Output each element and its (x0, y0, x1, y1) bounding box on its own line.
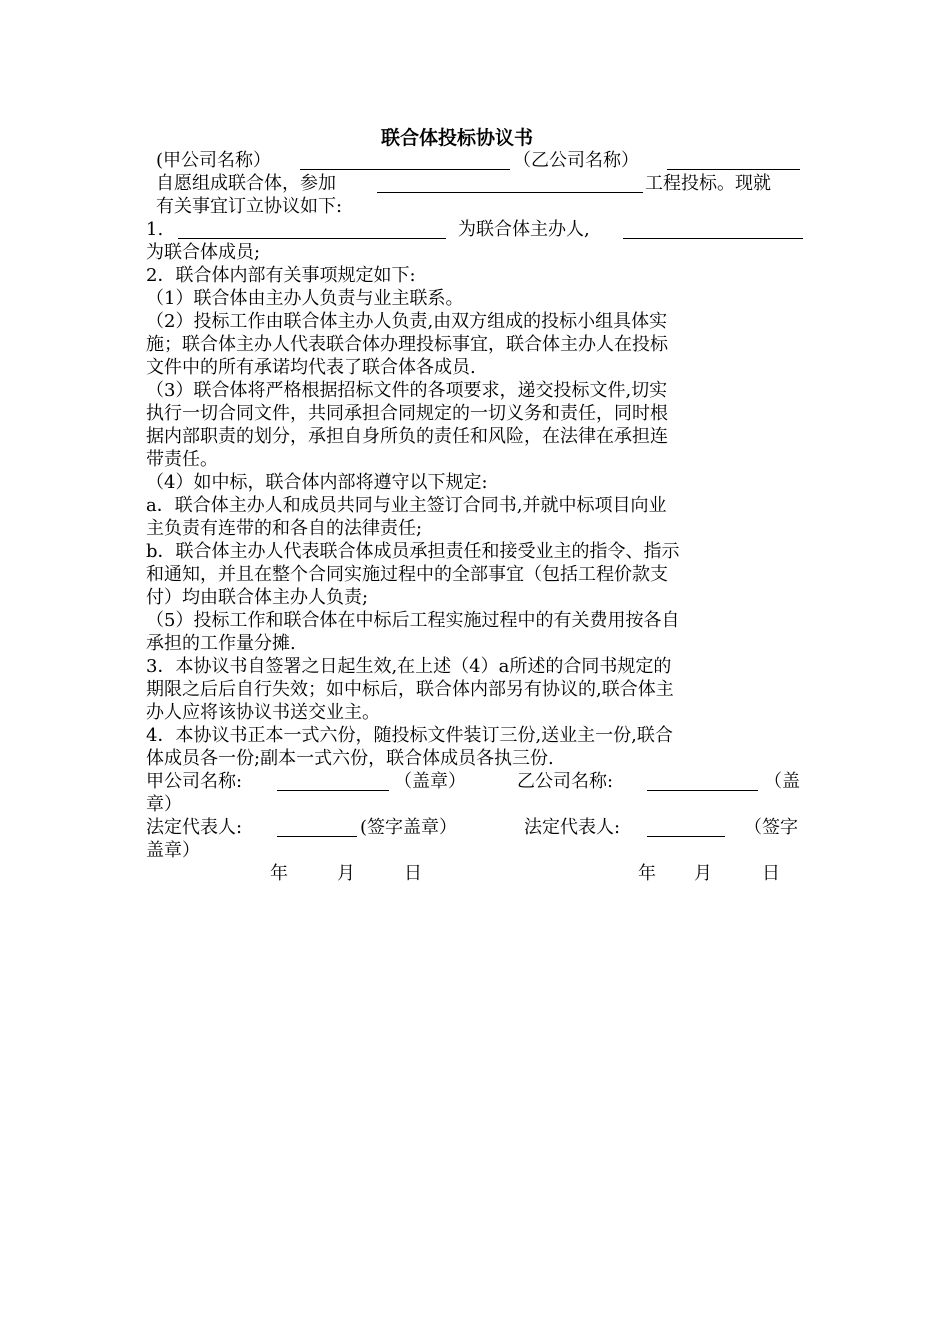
clause1-member-text: 为联合体成员; (146, 242, 261, 263)
clause2-item5-line: 承担的工作量分摊. (146, 633, 296, 654)
rep-b-blank (647, 819, 725, 837)
clause2-item4a-line: a．联合体主办人和成员共同与业主签订合同书,并就中标项目向业 (146, 495, 667, 516)
clause2-item4b-line: b．联合体主办人代表联合体成员承担责任和接受业主的指令、指示 (146, 541, 680, 562)
clause2-item1: （1）联合体由主办人负责与业主联系。 (146, 288, 464, 309)
clause2-item2-line: （2）投标工作由联合体主办人负责,由双方组成的投标小组具体实 (146, 311, 668, 332)
clause1-number: 1. (146, 219, 164, 240)
company-a-sign-label: 甲公司名称: (146, 771, 243, 792)
company-b-label: （乙公司名称） (513, 150, 639, 171)
company-b-sign-blank (647, 773, 758, 791)
clause2-item3-line: 执行一切合同文件，共同承担合同规定的一切义务和责任，同时根 (146, 403, 668, 424)
lead-company-blank (178, 221, 446, 239)
rep-a-sign: (签字盖章） (360, 817, 458, 838)
clause3-line: 期限之后后自行失效；如中标后，联合体内部另有协议的,联合体主 (146, 679, 674, 700)
project-blank (377, 175, 643, 193)
document-title: 联合体投标协议书 (381, 127, 534, 149)
clause2-item4b-line: 付）均由联合体主办人负责; (146, 587, 369, 608)
agree-text: 有关事宜订立协议如下: (156, 196, 343, 217)
clause2-item4b-line: 和通知，并且在整个合同实施过程中的全部事宜（包括工程价款支 (146, 564, 668, 585)
clause2-item3-line: （3）联合体将严格根据招标文件的各项要求，递交投标文件,切实 (146, 380, 668, 401)
company-b-blank (667, 152, 800, 170)
rep-a-label: 法定代表人: (146, 817, 243, 838)
rep-b-sign: （签字 (744, 817, 798, 838)
clause4-line: 4．本协议书正本一式六份，随投标文件装订三份,送业主一份,联合 (146, 725, 673, 746)
date-a-month: 月 (337, 863, 355, 884)
project-suffix: 工程投标。现就 (645, 173, 771, 194)
clause3-line: 3．本协议书自签署之日起生效,在上述（4）a所述的合同书规定的 (146, 656, 672, 677)
intent-text: 自愿组成联合体，参加 (156, 173, 336, 194)
company-b-sign-label: 乙公司名称: (517, 771, 614, 792)
date-a-year: 年 (270, 863, 288, 884)
clause2-item3-line: 据内部职责的划分，承担自身所负的责任和风险，在法律在承担连 (146, 426, 668, 447)
company-b-seal-cont: 章） (146, 794, 182, 815)
clause2-item4-heading: （4）如中标，联合体内部将遵守以下规定: (146, 472, 488, 493)
rep-a-blank (277, 819, 357, 837)
date-b-month: 月 (694, 863, 712, 884)
clause2-item3-line: 带责任。 (146, 449, 218, 470)
company-a-blank (300, 152, 510, 170)
clause2-item5-line: （5）投标工作和联合体在中标后工程实施过程中的有关费用按各自 (146, 610, 680, 631)
clause4-line: 体成员各一份;副本一式六份，联合体成员各执三份. (146, 748, 554, 769)
company-a-sign-blank (277, 773, 389, 791)
date-a-day: 日 (404, 863, 422, 884)
company-a-seal: （盖章） (394, 771, 466, 792)
clause2-item4a-line: 主负责有连带的和各自的法律责任; (146, 518, 423, 539)
clause2-item2-line: 文件中的所有承诺均代表了联合体各成员. (146, 357, 476, 378)
rep-b-sign-cont: 盖章） (146, 840, 200, 861)
date-b-year: 年 (638, 863, 656, 884)
clause1-lead-text: 为联合体主办人, (458, 219, 590, 240)
company-a-label: (甲公司名称） (156, 150, 272, 171)
company-b-seal: （盖 (764, 771, 800, 792)
clause2-item2-line: 施；联合体主办人代表联合体办理投标事宜，联合体主办人在投标 (146, 334, 668, 355)
member-company-blank (623, 221, 803, 239)
clause2-heading: 2．联合体内部有关事项规定如下: (146, 265, 416, 286)
rep-b-label: 法定代表人: (524, 817, 621, 838)
date-b-day: 日 (762, 863, 780, 884)
clause3-line: 办人应将该协议书送交业主。 (146, 702, 380, 723)
